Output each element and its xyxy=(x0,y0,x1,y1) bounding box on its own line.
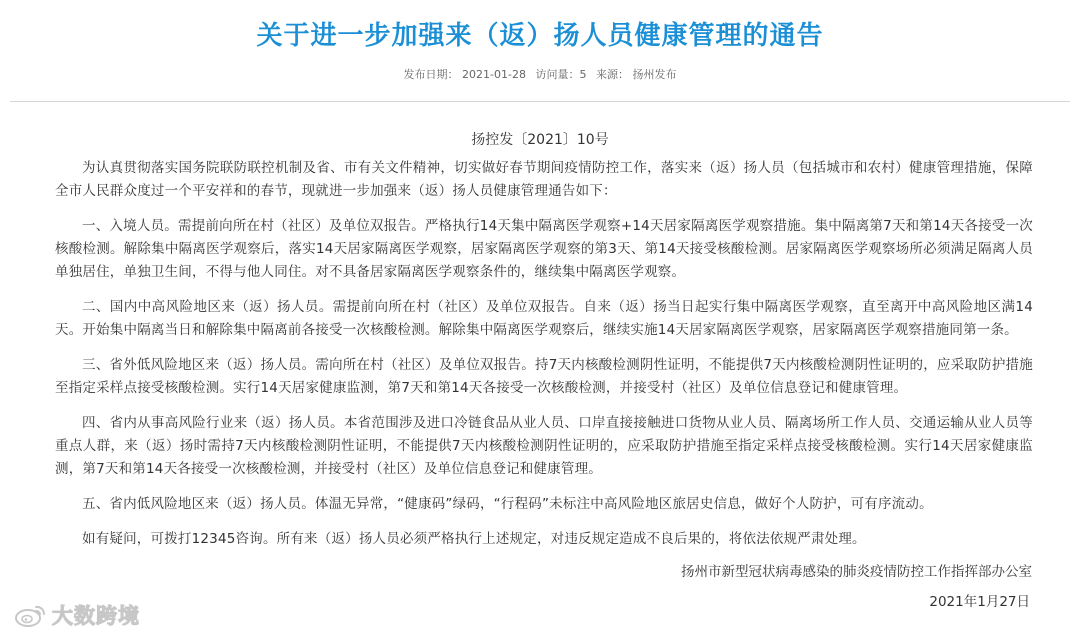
watermark xyxy=(14,600,140,630)
signature-organization: 扬州市新型冠状病毒感染的肺炎疫情防控工作指挥部办公室 xyxy=(681,564,1032,580)
article-meta xyxy=(0,66,1080,84)
paragraph-item-4: 四、省内从事高风险行业来（返）扬人员。本省范围涉及进口冷链食品从业人员、口岸直接接触进口货物从业人员、隔离场所工作人员、交通运输从业人员等重点人群，来（返）扬时需持7天内核酸检测阴性证明，不能提供7天内核酸检测阴性证明的，应采取防护措施至指定采样点接受核酸检测。实行14天居家健康监测，第7天和第14天各接受一次核酸检测，并接受村（社区）及单位信息登记和健康管理。 xyxy=(55,415,1033,477)
notice-body xyxy=(55,157,1033,563)
document-number: 扬控发〔2021〕10号 xyxy=(471,132,609,148)
paragraph-item-1: 一、入境人员。需提前向所在村（社区）及单位双报告。严格执行14天集中隔离医学观察+14天居家隔离医学观察措施。集中隔离第7天和第14天各接受一次核酸检测。解除集中隔离医学观察后，落实14天居家隔离医学观察，居家隔离医学观察的第3天、第14天接受核酸检测。居家隔离医学观察场所必须满足隔离人员单独居住，单独卫生间，不得与他人同住。对不具备居家隔离医学观察条件的，继续集中隔离医学观察。 xyxy=(55,218,1033,280)
paragraph-item-3: 三、省外低风险地区来（返）扬人员。需向所在村（社区）及单位双报告。持7天内核酸检测阴性证明，不能提供7天内核酸检测阴性证明的，应采取防护措施至指定采样点接受核酸检测。实行14天居家健康监测，第7天和第14天各接受一次核酸检测，并接受村（社区）及单位信息登记和健康管理。 xyxy=(55,357,1033,396)
paragraph-intro: 为认真贯彻落实国务院联防联控机制及省、市有关文件精神，切实做好春节期间疫情防控工作，落实来（返）扬人员（包括城市和农村）健康管理措施，保障全市人民群众度过一个平安祥和的春节，现就进一步加强来（返）扬人员健康管理通告如下： xyxy=(55,160,1033,199)
article-source: 来源： 扬州发布 xyxy=(595,68,677,81)
signature-date: 2021年1月27日 xyxy=(929,594,1030,610)
page-title: 关于进一步加强来（返）扬人员健康管理的通告 xyxy=(256,21,824,51)
watermark-text: 大数跨境 xyxy=(52,604,140,628)
weibo-logo-icon xyxy=(14,602,48,628)
paragraph-closing: 如有疑问，可拨打12345咨询。所有来（返）扬人员必须严格执行上述规定，对违反规定造成不良后果的，将依法依规严肃处理。 xyxy=(82,531,866,547)
paragraph-item-5: 五、省内低风险地区来（返）扬人员。体温无异常，“健康码”绿码，“行程码”未标注中高风险地区旅居史信息，做好个人防护，可有序流动。 xyxy=(82,496,933,512)
header-divider xyxy=(10,101,1070,102)
publish-date: 发布日期： 2021-01-28 xyxy=(403,68,526,81)
paragraph-item-2: 二、国内中高风险地区来（返）扬人员。需提前向所在村（社区）及单位双报告。自来（返）扬当日起实行集中隔离医学观察，直至离开中高风险地区满14天。开始集中隔离当日和解除集中隔离前各接受一次核酸检测。解除集中隔离医学观察后，继续实施14天居家隔离医学观察，居家隔离医学观察措施同第一条。 xyxy=(55,299,1033,338)
view-count: 访问量：5 xyxy=(535,68,587,81)
